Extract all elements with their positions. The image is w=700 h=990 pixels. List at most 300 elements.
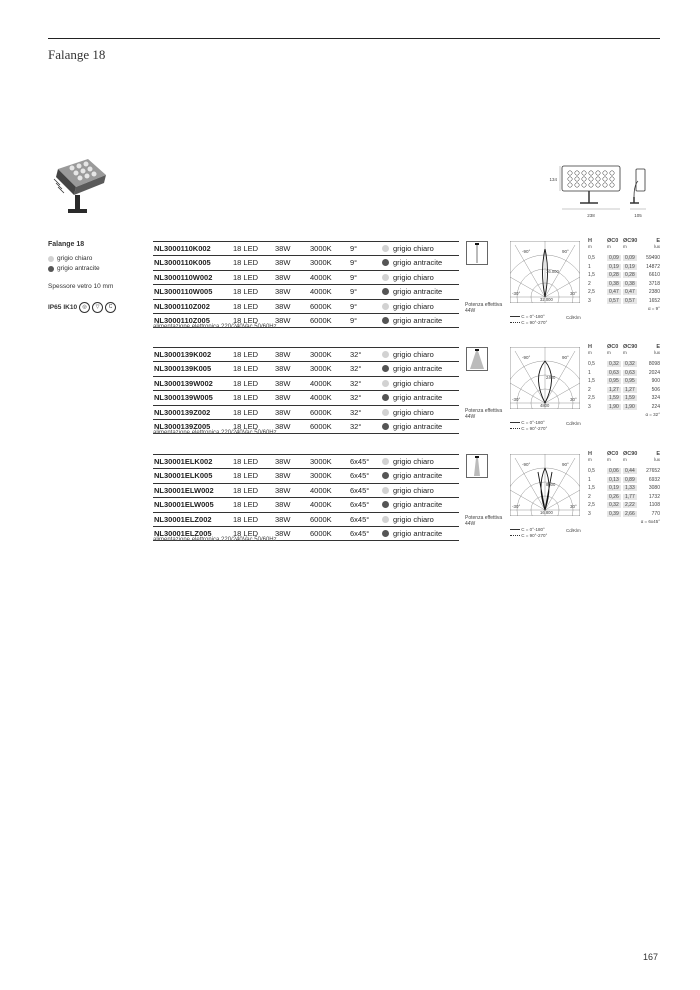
product-code: NL3000139Z002 <box>154 407 211 417</box>
photometry-header: ØC0 <box>607 344 619 350</box>
finish-name: grigio antracite <box>393 364 443 374</box>
effective-power <box>465 515 502 527</box>
photometry-alpha <box>588 519 660 526</box>
angle-label: 30° <box>570 291 577 296</box>
led-count: 18 LED <box>233 364 259 374</box>
color-temperature: 6000K <box>310 514 332 524</box>
product-code: NL3000110Z002 <box>154 301 210 311</box>
photometry-alpha <box>588 412 660 419</box>
photometry-unit: m <box>623 457 627 462</box>
photometry-header: H <box>588 344 592 350</box>
beam-pattern-icon <box>466 347 488 371</box>
color-temperature: 4000K <box>310 393 332 403</box>
height-value: 3 <box>588 510 591 517</box>
photometry-unit: m <box>623 350 627 355</box>
beam-angle: 6x45° <box>350 471 370 481</box>
product-photo <box>50 155 112 217</box>
photometry-row <box>588 468 660 477</box>
angle-label: -90° <box>522 355 531 360</box>
dim-depth: 105 <box>634 213 642 218</box>
illuminance: 1652 <box>648 297 660 304</box>
product-code: NL30001ELK005 <box>154 471 213 481</box>
photometry-row <box>588 255 660 264</box>
product-code: NL3000110Z005 <box>154 315 210 325</box>
photometry-row <box>588 378 660 387</box>
beam-angle: 9° <box>350 244 358 253</box>
height-value: 0,5 <box>588 361 595 367</box>
photometry-unit: m <box>607 350 611 355</box>
table-row <box>153 241 459 256</box>
color-temperature: 3000K <box>310 471 332 481</box>
c90-diameter: 2,22 <box>625 502 635 508</box>
photometry-header: ØC0 <box>607 238 619 244</box>
color-temperature: 3000K <box>310 457 332 466</box>
polar-diagram <box>510 241 580 303</box>
c0-diameter: 1,59 <box>609 395 619 401</box>
table-row <box>153 406 459 420</box>
angle-label: 90° <box>562 462 569 467</box>
dim-width: 238 <box>587 213 595 218</box>
product-code: NL3000139W002 <box>154 378 213 388</box>
c0-diameter: 0,95 <box>609 378 619 384</box>
finish-name: grigio chiaro <box>393 485 434 495</box>
photometry-row <box>588 289 660 298</box>
wattage: 38W <box>275 272 291 282</box>
photometry-header: ØC90 <box>623 451 638 457</box>
table-row <box>153 362 459 376</box>
legend-solid: C = 0°-180° <box>521 527 545 532</box>
photometry-unit: m <box>588 350 592 355</box>
intensity-label: 32.000 <box>540 297 553 302</box>
power-label: Potenza effettiva <box>465 302 503 308</box>
led-count: 18 LED <box>233 258 259 268</box>
legend-dotted: C = 90°-270° <box>521 426 548 431</box>
photometry-header: ØC0 <box>607 451 619 457</box>
photometry-header: H <box>588 238 592 244</box>
power-value: 44W <box>465 308 476 314</box>
beam-pattern-icon <box>466 454 488 478</box>
led-count: 18 LED <box>233 244 259 253</box>
beam-angle: 6x45° <box>350 457 370 466</box>
c0-diameter: 1,90 <box>609 403 619 410</box>
angle-label: 30° <box>570 504 577 509</box>
wattage: 38W <box>275 350 291 359</box>
color-temperature: 4000K <box>310 500 332 510</box>
polar-diagram <box>510 347 580 409</box>
photometry-unit: lux <box>654 457 660 462</box>
table-row <box>153 300 459 314</box>
photometry-table <box>588 451 660 526</box>
beam-angle: 9° <box>350 287 358 297</box>
height-value: 1 <box>588 263 591 270</box>
power-value: 44W <box>465 414 476 420</box>
color-label: grigio chiaro <box>57 255 93 262</box>
beam-pattern-icon <box>466 241 488 265</box>
c90-diameter: 0,63 <box>625 369 635 376</box>
finish-swatch <box>382 423 389 430</box>
color-temperature: 3000K <box>310 350 332 359</box>
page-number: 167 <box>643 952 659 962</box>
product-code: NL30001ELZ005 <box>154 528 212 538</box>
product-code: NL30001ELZ002 <box>154 514 212 524</box>
class-icon: ◎ <box>79 302 90 313</box>
finish-name: grigio antracite <box>393 421 443 431</box>
power-supply-note: alimentazione elettronica 220/240Vac 50/60Hz <box>153 324 277 330</box>
c90-diameter: 1,77 <box>625 493 635 500</box>
finish-name: grigio antracite <box>393 471 443 481</box>
legend-dotted: C = 90°-270° <box>521 320 548 325</box>
finish-name: grigio chiaro <box>393 272 434 282</box>
beam-angle: 6x45° <box>350 500 370 510</box>
photometry-unit: m <box>588 244 592 249</box>
product-code: NL3000110K005 <box>154 258 211 268</box>
beam-angle: 9° <box>350 301 358 311</box>
table-row <box>153 347 459 362</box>
effective-power <box>465 408 502 420</box>
height-value: 2 <box>588 280 591 287</box>
led-count: 18 LED <box>233 528 259 538</box>
top-rule <box>48 38 660 39</box>
led-count: 18 LED <box>233 407 259 417</box>
product-code: NL3000139W005 <box>154 393 213 403</box>
finish-name: grigio chiaro <box>393 514 434 524</box>
c0-diameter: 0,63 <box>609 369 619 376</box>
product-code: NL3000110K002 <box>154 244 211 253</box>
finish-swatch <box>382 365 389 372</box>
led-count: 18 LED <box>233 485 259 495</box>
finish-swatch <box>382 380 389 387</box>
illuminance: 506 <box>651 386 660 393</box>
color-label: grigio antracite <box>57 265 100 272</box>
beam-angle: 32° <box>350 407 362 417</box>
illuminance: 6932 <box>648 476 660 483</box>
dimension-drawing <box>540 163 660 225</box>
illuminance: 14872 <box>646 263 660 270</box>
wattage: 38W <box>275 287 291 297</box>
led-count: 18 LED <box>233 272 259 282</box>
c0-diameter: 0,19 <box>609 485 619 491</box>
color-temperature: 3000K <box>310 244 332 253</box>
beam-angle: 32° <box>350 421 362 431</box>
certifications <box>48 302 116 313</box>
finish-swatch <box>382 317 389 324</box>
c0-diameter: 0,32 <box>609 502 619 508</box>
photometry-row <box>588 387 660 396</box>
finish-name: grigio chiaro <box>393 350 434 359</box>
height-value: 1,5 <box>588 272 595 278</box>
legend-solid: C = 0°-180° <box>521 420 545 425</box>
color-temperature: 4000K <box>310 485 332 495</box>
led-count: 18 LED <box>233 315 259 325</box>
photometry-header: E <box>656 451 660 457</box>
wattage: 38W <box>275 244 291 253</box>
led-count: 18 LED <box>233 287 259 297</box>
product-code: NL30001ELW002 <box>154 485 214 495</box>
color-temperature: 6000K <box>310 407 332 417</box>
led-count: 18 LED <box>233 421 259 431</box>
finish-name: grigio antracite <box>393 393 443 403</box>
c90-diameter: 1,59 <box>625 395 635 401</box>
intensity-label: 8400 <box>546 482 556 487</box>
power-label: Potenza effettiva <box>465 515 503 521</box>
photometry-table <box>588 344 660 419</box>
photometry-row <box>588 361 660 370</box>
photometry-head <box>588 238 660 252</box>
c0-diameter: 0,39 <box>609 510 619 517</box>
table-row <box>153 498 459 512</box>
c90-diameter: 0,57 <box>625 297 635 304</box>
finish-swatch <box>382 394 389 401</box>
beam-alpha: α = 32° <box>645 412 660 417</box>
c90-diameter: 0,19 <box>625 263 635 270</box>
product-table <box>153 241 459 328</box>
photometry-unit: lux <box>654 350 660 355</box>
illuminance: 1732 <box>648 493 660 500</box>
led-count: 18 LED <box>233 514 259 524</box>
sidebar-product-name: Falange 18 <box>48 241 85 248</box>
finish-swatch <box>382 458 389 465</box>
led-count: 18 LED <box>233 378 259 388</box>
illuminance: 1108 <box>649 502 660 508</box>
angle-label: -30° <box>512 291 521 296</box>
product-code: NL30001ELK002 <box>154 457 213 466</box>
c0-diameter: 0,19 <box>609 263 619 270</box>
illuminance: 6610 <box>648 272 660 278</box>
height-value: 0,5 <box>588 468 595 474</box>
glass-thickness: Spessore vetro 10 mm <box>48 283 114 290</box>
angle-label: 90° <box>562 249 569 254</box>
wattage: 38W <box>275 407 291 417</box>
photometry-header: E <box>656 344 660 350</box>
wattage: 38W <box>275 421 291 431</box>
intensity-label: 2400 <box>546 375 556 380</box>
product-table <box>153 347 459 434</box>
photometry-row <box>588 298 660 307</box>
photometry-header: ØC90 <box>623 344 638 350</box>
finish-name: grigio antracite <box>393 287 443 297</box>
beam-angle: 6x45° <box>350 514 370 524</box>
product-code: NL30001ELW005 <box>154 500 214 510</box>
table-row <box>153 271 459 285</box>
led-count: 18 LED <box>233 471 259 481</box>
table-row <box>153 469 459 483</box>
beam-angle: 9° <box>350 258 358 268</box>
ip-rating: IP65 <box>48 304 62 311</box>
illuminance: 770 <box>651 510 660 517</box>
legend-dotted: C = 90°-270° <box>521 533 548 538</box>
finish-swatch <box>382 487 389 494</box>
finish-swatch <box>382 472 389 479</box>
photometry-row <box>588 502 660 511</box>
wattage: 38W <box>275 301 291 311</box>
height-value: 0,5 <box>588 255 595 261</box>
photometry-row <box>588 485 660 494</box>
photometry-head <box>588 344 660 358</box>
color-temperature: 6000K <box>310 301 332 311</box>
c0-diameter: 0,28 <box>609 272 619 278</box>
photometry-unit: m <box>607 457 611 462</box>
power-label: Potenza effettiva <box>465 408 503 414</box>
finish-swatch <box>382 530 389 537</box>
unit-cdklm: Cd/Klm <box>566 528 581 533</box>
illuminance: 2024 <box>648 369 660 376</box>
beam-angle: 32° <box>350 364 362 374</box>
intensity-label: 16.800 <box>540 510 553 515</box>
finish-name: grigio chiaro <box>393 378 434 388</box>
led-count: 18 LED <box>233 350 259 359</box>
beam-angle: 6x45° <box>350 528 370 538</box>
product-code: NL3000110W005 <box>154 287 213 297</box>
wattage: 38W <box>275 471 291 481</box>
angle-label: -30° <box>512 504 521 509</box>
color-temperature: 6000K <box>310 421 332 431</box>
beam-angle: 32° <box>350 378 362 388</box>
product-code: NL3000139K002 <box>154 350 212 359</box>
c90-diameter: 0,38 <box>625 280 635 287</box>
illuminance: 2380 <box>648 289 660 295</box>
wattage: 38W <box>275 528 291 538</box>
c90-diameter: 0,47 <box>625 289 635 295</box>
wattage: 38W <box>275 258 291 268</box>
table-row <box>153 391 459 405</box>
color-temperature: 6000K <box>310 528 332 538</box>
c90-diameter: 0,32 <box>625 361 635 367</box>
height-value: 2,5 <box>588 502 595 508</box>
height-value: 2,5 <box>588 289 595 295</box>
wattage: 38W <box>275 514 291 524</box>
curve-legend <box>510 420 547 432</box>
beam-angle: 6x45° <box>350 485 370 495</box>
c0-diameter: 1,27 <box>609 386 619 393</box>
wattage: 38W <box>275 500 291 510</box>
curve-legend <box>510 314 547 326</box>
wattage: 38W <box>275 315 291 325</box>
photometry-row <box>588 264 660 273</box>
beam-angle: 9° <box>350 315 358 325</box>
finish-name: grigio chiaro <box>393 407 434 417</box>
product-table <box>153 454 459 541</box>
photometry-unit: lux <box>654 244 660 249</box>
illuminance: 324 <box>651 395 660 401</box>
photometry-row <box>588 494 660 503</box>
c0-diameter: 0,47 <box>609 289 619 295</box>
illuminance: 27652 <box>646 468 660 474</box>
photometry-head <box>588 451 660 465</box>
height-value: 2 <box>588 493 591 500</box>
wattage: 38W <box>275 393 291 403</box>
curve-legend <box>510 527 547 539</box>
c90-diameter: 0,95 <box>625 378 635 384</box>
illuminance: 8098 <box>648 361 660 367</box>
photometry-row <box>588 272 660 281</box>
angle-label: -90° <box>522 462 531 467</box>
photometry-alpha <box>588 306 660 313</box>
finish-swatch <box>382 409 389 416</box>
height-value: 3 <box>588 297 591 304</box>
beam-alpha: α = 9° <box>647 306 660 311</box>
photometry-row <box>588 404 660 413</box>
height-value: 2,5 <box>588 395 595 401</box>
c90-diameter: 0,28 <box>625 272 635 278</box>
page-title: Falange 18 <box>48 47 106 62</box>
color-temperature: 3000K <box>310 364 332 374</box>
led-count: 18 LED <box>233 393 259 403</box>
table-row <box>153 285 459 299</box>
color-option-dark <box>48 265 100 272</box>
height-value: 1 <box>588 369 591 376</box>
photometry-row <box>588 511 660 520</box>
c0-diameter: 0,09 <box>609 255 619 261</box>
f-mark-icon: ▽ <box>92 302 103 313</box>
finish-name: grigio antracite <box>393 258 443 268</box>
photometry-row <box>588 370 660 379</box>
illuminance: 3080 <box>648 485 660 491</box>
beam-alpha: α = 6x45° <box>640 519 660 524</box>
intensity-label: 4800 <box>540 403 550 408</box>
photometry-header: E <box>656 238 660 244</box>
finish-name: grigio chiaro <box>393 244 434 253</box>
c0-diameter: 0,38 <box>609 280 619 287</box>
color-temperature: 6000K <box>310 315 332 325</box>
angle-label: 30° <box>570 397 577 402</box>
color-option-light <box>48 255 92 262</box>
intensity-label: 16.000 <box>546 269 559 274</box>
polar-diagram <box>510 454 580 516</box>
table-row <box>153 513 459 527</box>
c90-diameter: 0,44 <box>625 468 635 474</box>
product-code: NL3000139Z005 <box>154 421 211 431</box>
c0-diameter: 0,26 <box>609 493 619 500</box>
ik-rating: IK10 <box>63 304 78 311</box>
photometry-row <box>588 281 660 290</box>
c0-diameter: 0,06 <box>609 468 619 474</box>
finish-swatch <box>382 245 389 252</box>
c90-diameter: 1,33 <box>625 485 635 491</box>
height-value: 2 <box>588 386 591 393</box>
wattage: 38W <box>275 457 291 466</box>
finish-name: grigio antracite <box>393 315 443 325</box>
table-row <box>153 454 459 469</box>
unit-cdklm: Cd/Klm <box>566 315 581 320</box>
c90-diameter: 0,09 <box>625 255 635 261</box>
table-row <box>153 484 459 498</box>
height-value: 1,5 <box>588 378 595 384</box>
legend-solid: C = 0°-180° <box>521 314 545 319</box>
led-count: 18 LED <box>233 457 259 466</box>
unit-cdklm: Cd/Klm <box>566 421 581 426</box>
color-temperature: 4000K <box>310 378 332 388</box>
finish-name: grigio antracite <box>393 500 443 510</box>
height-value: 1,5 <box>588 485 595 491</box>
finish-name: grigio antracite <box>393 528 443 538</box>
table-row <box>153 256 459 270</box>
color-temperature: 3000K <box>310 258 332 268</box>
product-code: NL3000110W002 <box>154 272 213 282</box>
c90-diameter: 1,90 <box>625 403 635 410</box>
photometry-table <box>588 238 660 313</box>
power-supply-note: alimentazione elettronica 220/240Vac 50/60Hz <box>153 537 277 543</box>
finish-swatch <box>382 516 389 523</box>
power-supply-note: alimentazione elettronica 220/240Vac 50/60Hz <box>153 430 277 436</box>
effective-power <box>465 302 502 314</box>
table-row <box>153 377 459 391</box>
beam-angle: 9° <box>350 272 358 282</box>
ce-mark-icon: C <box>105 302 116 313</box>
color-temperature: 4000K <box>310 287 332 297</box>
photometry-unit: m <box>588 457 592 462</box>
finish-swatch <box>382 303 389 310</box>
photometry-unit: m <box>607 244 611 249</box>
